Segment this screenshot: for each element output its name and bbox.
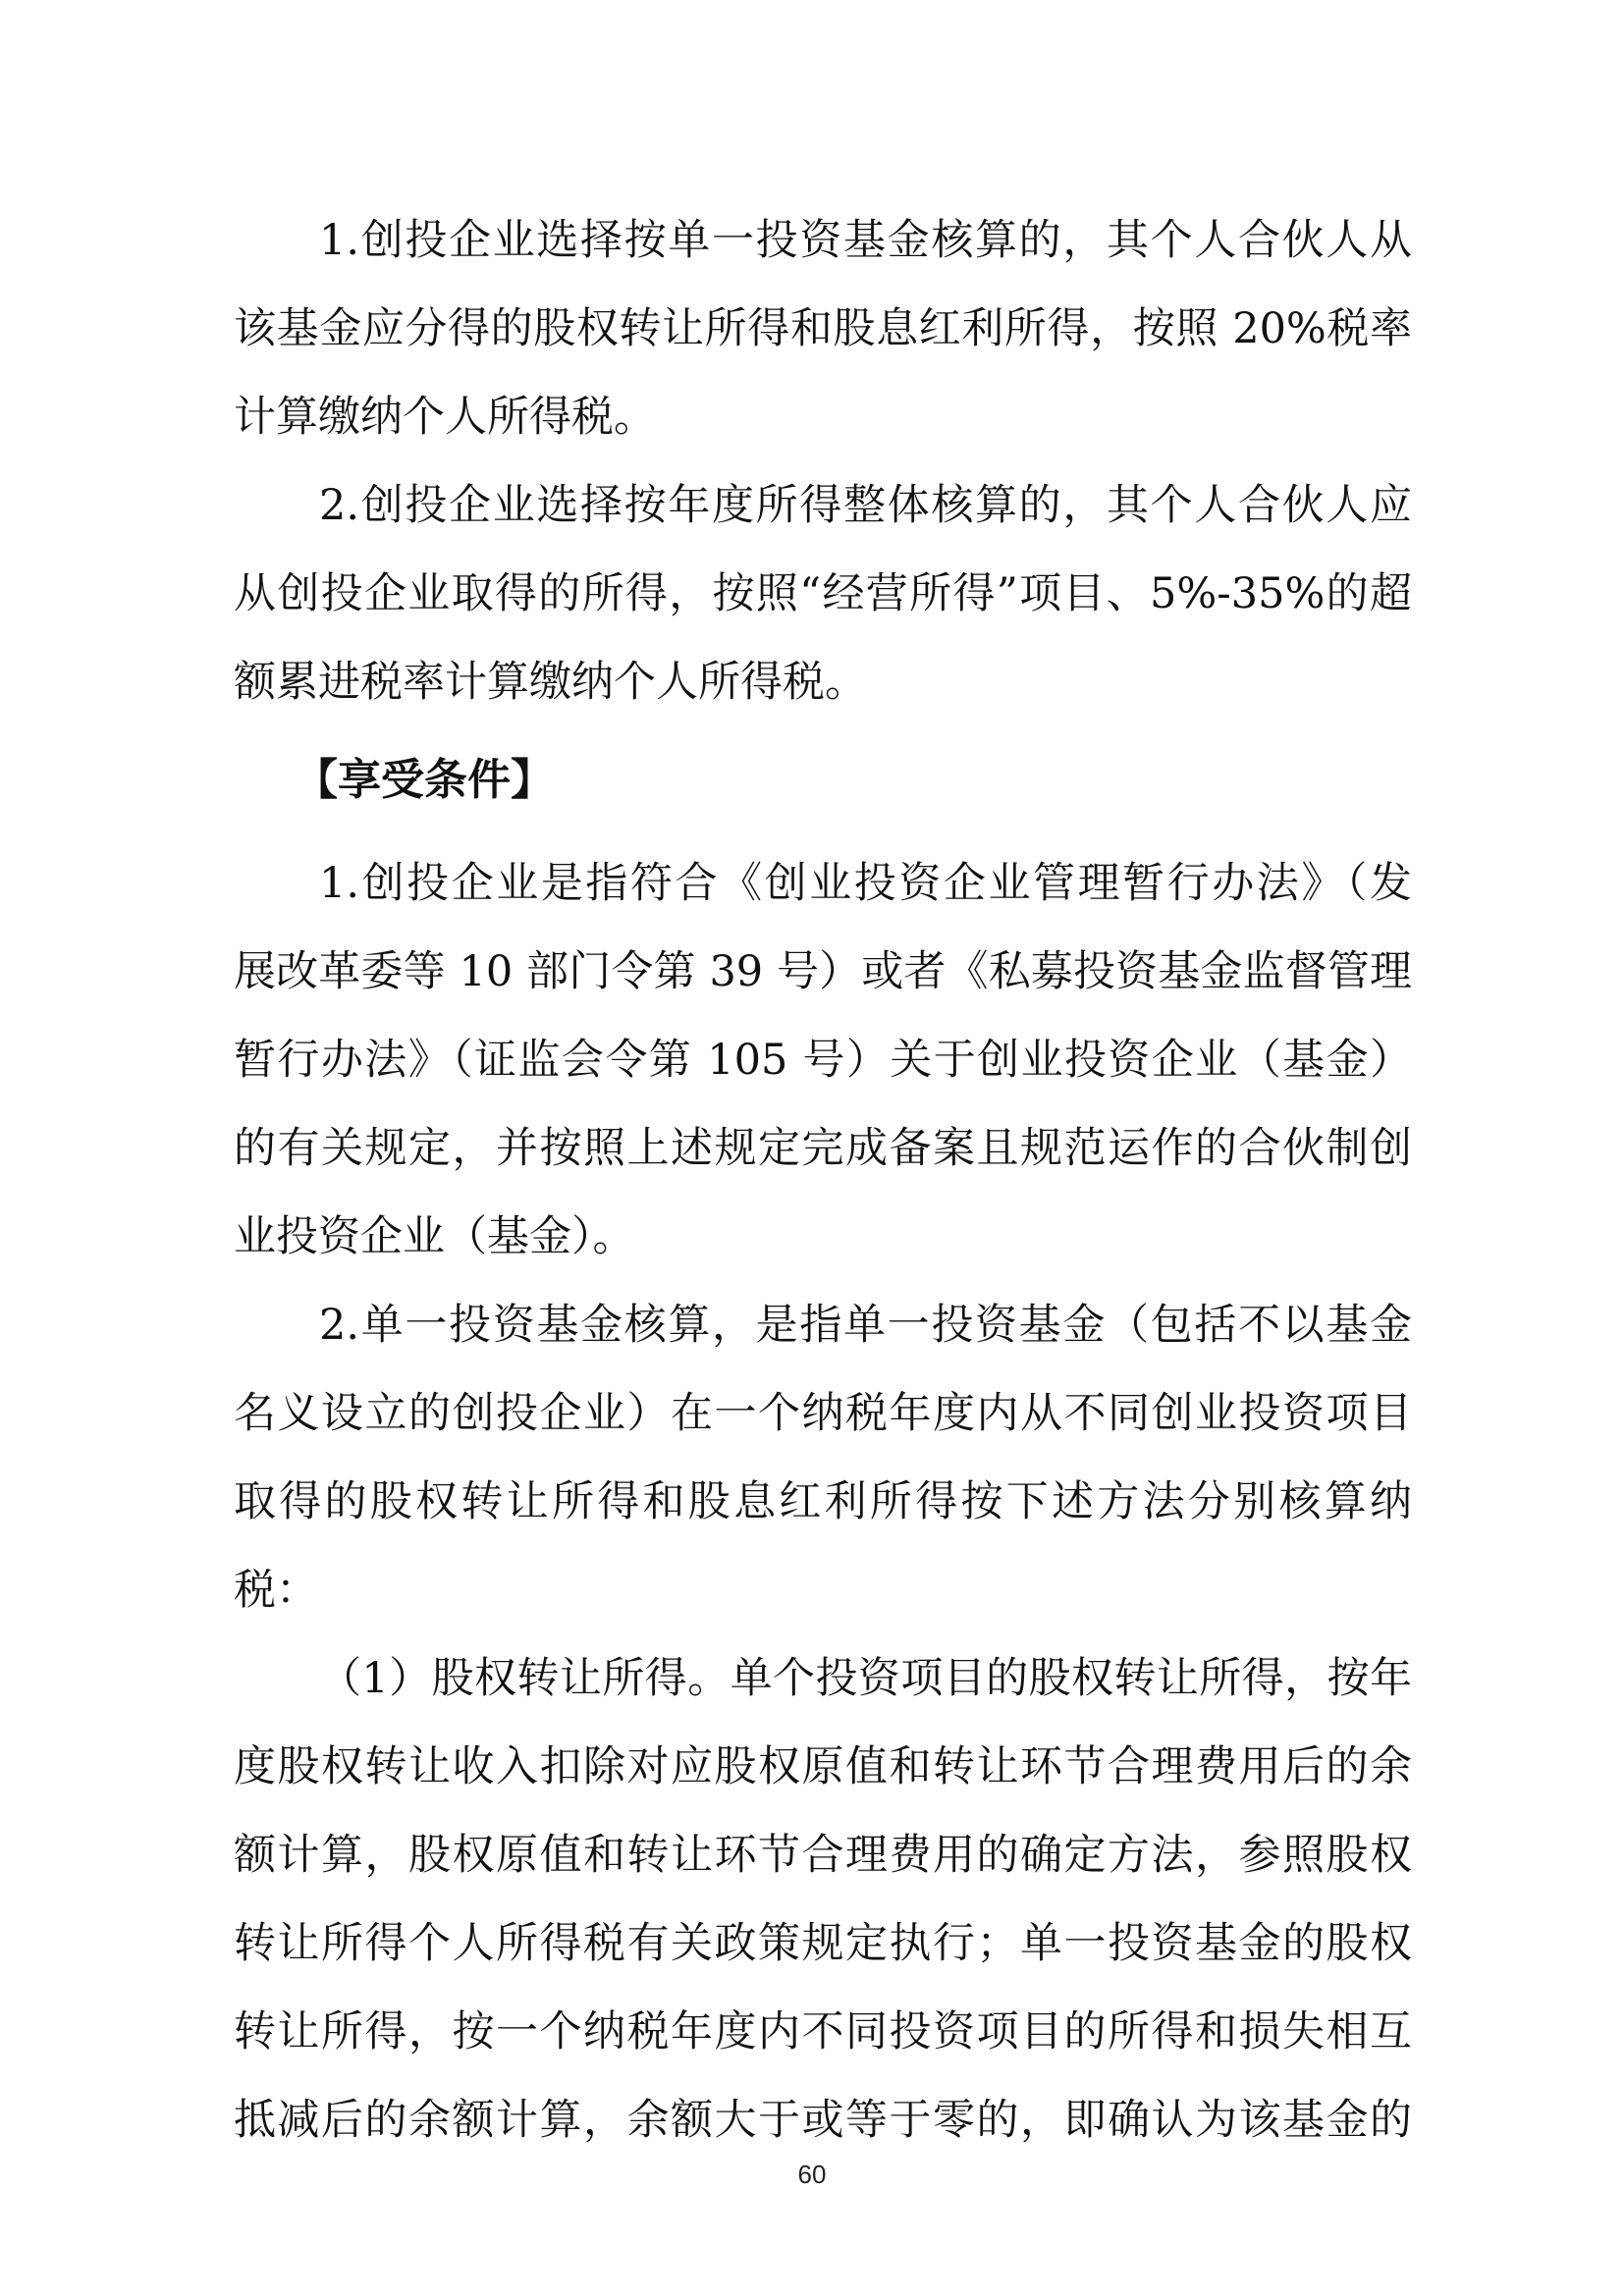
paragraph-line: 2.单一投资基金核算，是指单一投资基金（包括不以基金: [319, 1301, 1412, 1350]
paragraph-line: 的有关规定，并按照上述规定完成备案且规范运作的合伙制创: [234, 1124, 1412, 1173]
paragraph-line: 1.创投企业是指符合《创业投资企业管理暂行办法》（发: [319, 859, 1412, 908]
paragraph-line: 额累进税率计算缴纳个人所得税。: [234, 658, 867, 707]
paragraph-line: 度股权转让收入扣除对应股权原值和转让环节合理费用后的余: [234, 1742, 1412, 1791]
paragraph-line: 额计算，股权原值和转让环节合理费用的确定方法，参照股权: [234, 1831, 1412, 1880]
paragraph-line: 业投资企业（基金）。: [234, 1212, 635, 1261]
paragraph-line: （1）股权转让所得。单个投资项目的股权转让所得，按年: [319, 1654, 1412, 1703]
section-heading: 【享受条件】: [295, 755, 554, 805]
paragraph-line: 展改革委等 10 部门令第 39 号）或者《私募投资基金监督管理: [234, 947, 1412, 996]
paragraph-line: 1.创投企业选择按单一投资基金核算的，其个人合伙人从: [319, 216, 1412, 265]
paragraph-line: 从创投企业取得的所得，按照“经营所得”项目、5%-35%的超: [234, 569, 1412, 618]
paragraph-line: 2.创投企业选择按年度所得整体核算的，其个人合伙人应: [319, 481, 1412, 530]
paragraph-line: 抵减后的余额计算，余额大于或等于零的，即确认为该基金的: [234, 2096, 1412, 2145]
paragraph-line: 暂行办法》（证监会令第 105 号）关于创业投资企业（基金）: [234, 1036, 1412, 1085]
paragraph-line: 税：: [234, 1566, 318, 1615]
paragraph-line: 计算缴纳个人所得税。: [234, 393, 656, 442]
page-number: 60: [797, 2160, 827, 2189]
paragraph-line: 转让所得个人所得税有关政策规定执行；单一投资基金的股权: [234, 1919, 1412, 1968]
paragraph-line: 取得的股权转让所得和股息红利所得按下述方法分别核算纳: [234, 1477, 1412, 1526]
paragraph-line: 该基金应分得的股权转让所得和股息红利所得，按照 20%税率: [234, 304, 1412, 353]
paragraph-line: 名义设立的创投企业）在一个纳税年度内从不同创业投资项目: [234, 1389, 1412, 1438]
paragraph-line: 转让所得，按一个纳税年度内不同投资项目的所得和损失相互: [234, 2007, 1412, 2056]
